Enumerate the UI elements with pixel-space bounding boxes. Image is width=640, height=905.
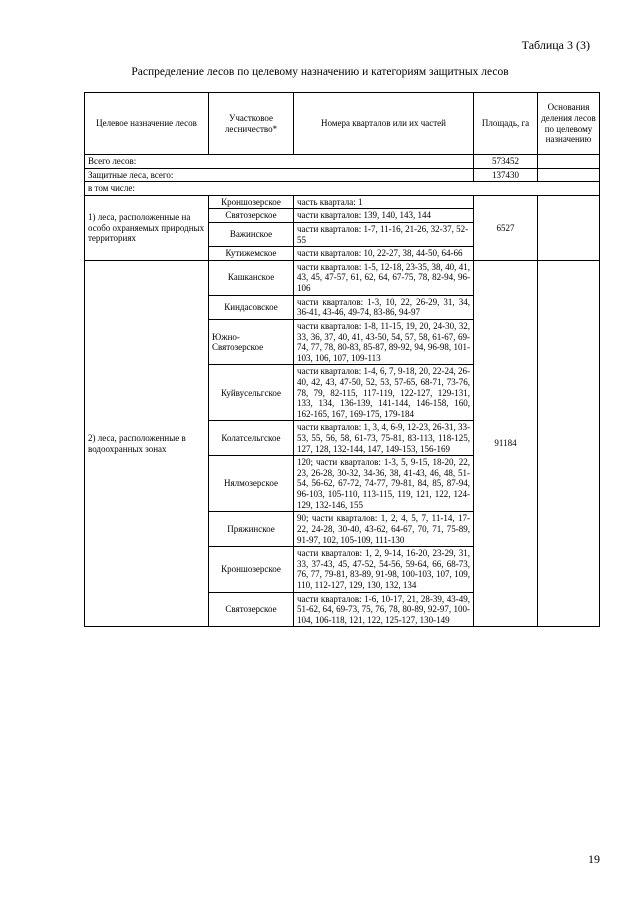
document-title: Распределение лесов по целевому назначению и категориям защитных лесов	[131, 66, 509, 78]
district-cell: Святозерское	[209, 592, 294, 627]
header-area: Площадь, га	[474, 93, 538, 155]
group1-basis	[538, 195, 600, 260]
forest-distribution-table	[84, 92, 600, 627]
group2-basis	[538, 260, 600, 627]
district-cell: Кутижемское	[209, 247, 294, 261]
quarters-cell: части кварталов: 1-3, 10, 22, 26-29, 31, 34, 36-41, 43-46, 49-74, 83-86, 94-97	[294, 295, 474, 319]
including-row	[85, 182, 600, 196]
quarters-cell: части кварталов: 1-7, 11-16, 21-26, 32-37, 52-55	[294, 223, 474, 247]
header-quarters: Номера кварталов или их частей	[294, 93, 474, 155]
district-cell: Пряжинское	[209, 512, 294, 547]
district-cell: Нялмозерское	[209, 456, 294, 512]
header-basis: Основания деления лесов по целевому назначению	[538, 93, 600, 155]
table-header-row	[85, 93, 600, 155]
group2-label: 2) леса, расположенные в водоохранных зонах	[85, 260, 209, 627]
group2-area: 91184	[474, 260, 538, 627]
total-area: 573452	[474, 155, 538, 169]
district-cell: Кроншозерское	[209, 547, 294, 592]
district-cell: Кашканское	[209, 260, 294, 295]
header-district: Участковое лесничество*	[209, 93, 294, 155]
quarters-cell: части кварталов: 1-5, 12-18, 23-35, 38, 40, 41, 43, 45, 47-57, 61, 62, 64, 67-75, 78, 82-94, 96-106	[294, 260, 474, 295]
district-cell: Святозерское	[209, 209, 294, 223]
quarters-cell: части кварталов: 1, 3, 4, 6-9, 12-23, 26-31, 33-53, 55, 56, 58, 61-73, 75-81, 83-113, 118-125, 127, 128, 132-144, 147, 149-153, 156-169	[294, 421, 474, 456]
district-cell: Колатсельгское	[209, 421, 294, 456]
district-cell: Кроншозерское	[209, 195, 294, 209]
quarters-cell: части кварталов: 1, 2, 9-14, 16-20, 23-29, 31, 33, 37-43, 45, 47-52, 54-56, 59-64, 66, 68-73, 76, 77, 79-81, 83-89, 91-98, 100-103, 107, 109, 110, 112-127, 129, 130, 132, 134	[294, 547, 474, 592]
district-cell: Южно-Святозерское	[209, 319, 294, 364]
quarters-cell: части кварталов: 10, 22-27, 38, 44-50, 64-66	[294, 247, 474, 261]
district-cell: Куйвусельгское	[209, 365, 294, 421]
header-purpose: Целевое назначение лесов	[85, 93, 209, 155]
table-row	[85, 195, 600, 209]
district-cell: Важинское	[209, 223, 294, 247]
group1-area: 6527	[474, 195, 538, 260]
quarters-cell: части кварталов: 1-4, 6, 7, 9-18, 20, 22-24, 26-40, 42, 43, 47-50, 52, 53, 57-65, 68-71, 73-76, 78, 79, 82-115, 117-119, 122-127, 129-131, 133, 134, 136-139, 141-144, 146-158, 160, 162-165, 167, 169-175, 179-184	[294, 365, 474, 421]
page-number: 19	[588, 852, 600, 866]
total-basis	[538, 155, 600, 169]
quarters-cell: части кварталов: 1-6, 10-17, 21, 28-39, 43-49, 51-62, 64, 69-73, 75, 76, 78, 80-89, 92-97, 100-104, 106-118, 121, 122, 125-127, 130-149	[294, 592, 474, 627]
including-label: в том числе:	[85, 182, 600, 196]
protective-row	[85, 168, 600, 182]
quarters-cell: часть квартала: 1	[294, 195, 474, 209]
protective-basis	[538, 168, 600, 182]
quarters-cell: 120; части кварталов: 1-3, 5, 9-15, 18-20, 22, 23, 26-28, 30-32, 34-36, 38, 41-43, 46, 48, 51-54, 56-62, 67-72, 74-77, 79-81, 84, 85, 87-94, 96-103, 105-110, 113-115, 119, 121, 122, 124-129, 132-146, 155	[294, 456, 474, 512]
total-row	[85, 155, 600, 169]
protective-label: Защитные леса, всего:	[85, 168, 474, 182]
table-number-label: Таблица 3 (3)	[521, 38, 590, 52]
district-cell: Киндасовское	[209, 295, 294, 319]
table-row	[85, 260, 600, 295]
group1-label: 1) леса, расположенные на особо охраняемых природных территориях	[85, 195, 209, 260]
quarters-cell: части кварталов: 1-8, 11-15, 19, 20, 24-30, 32, 33, 36, 37, 40, 41, 43-50, 54, 57, 58, 61-67, 69-74, 77, 78, 80-83, 85-87, 89-92, 94, 96-98, 101-103, 106, 107, 109-113	[294, 319, 474, 364]
total-label: Всего лесов:	[85, 155, 474, 169]
quarters-cell: части кварталов: 139, 140, 143, 144	[294, 209, 474, 223]
protective-area: 137430	[474, 168, 538, 182]
quarters-cell: 90; части кварталов: 1, 2, 4, 5, 7, 11-14, 17-22, 24-28, 30-40, 43-62, 64-67, 70, 71, 75-89, 91-97, 102, 105-109, 111-130	[294, 512, 474, 547]
